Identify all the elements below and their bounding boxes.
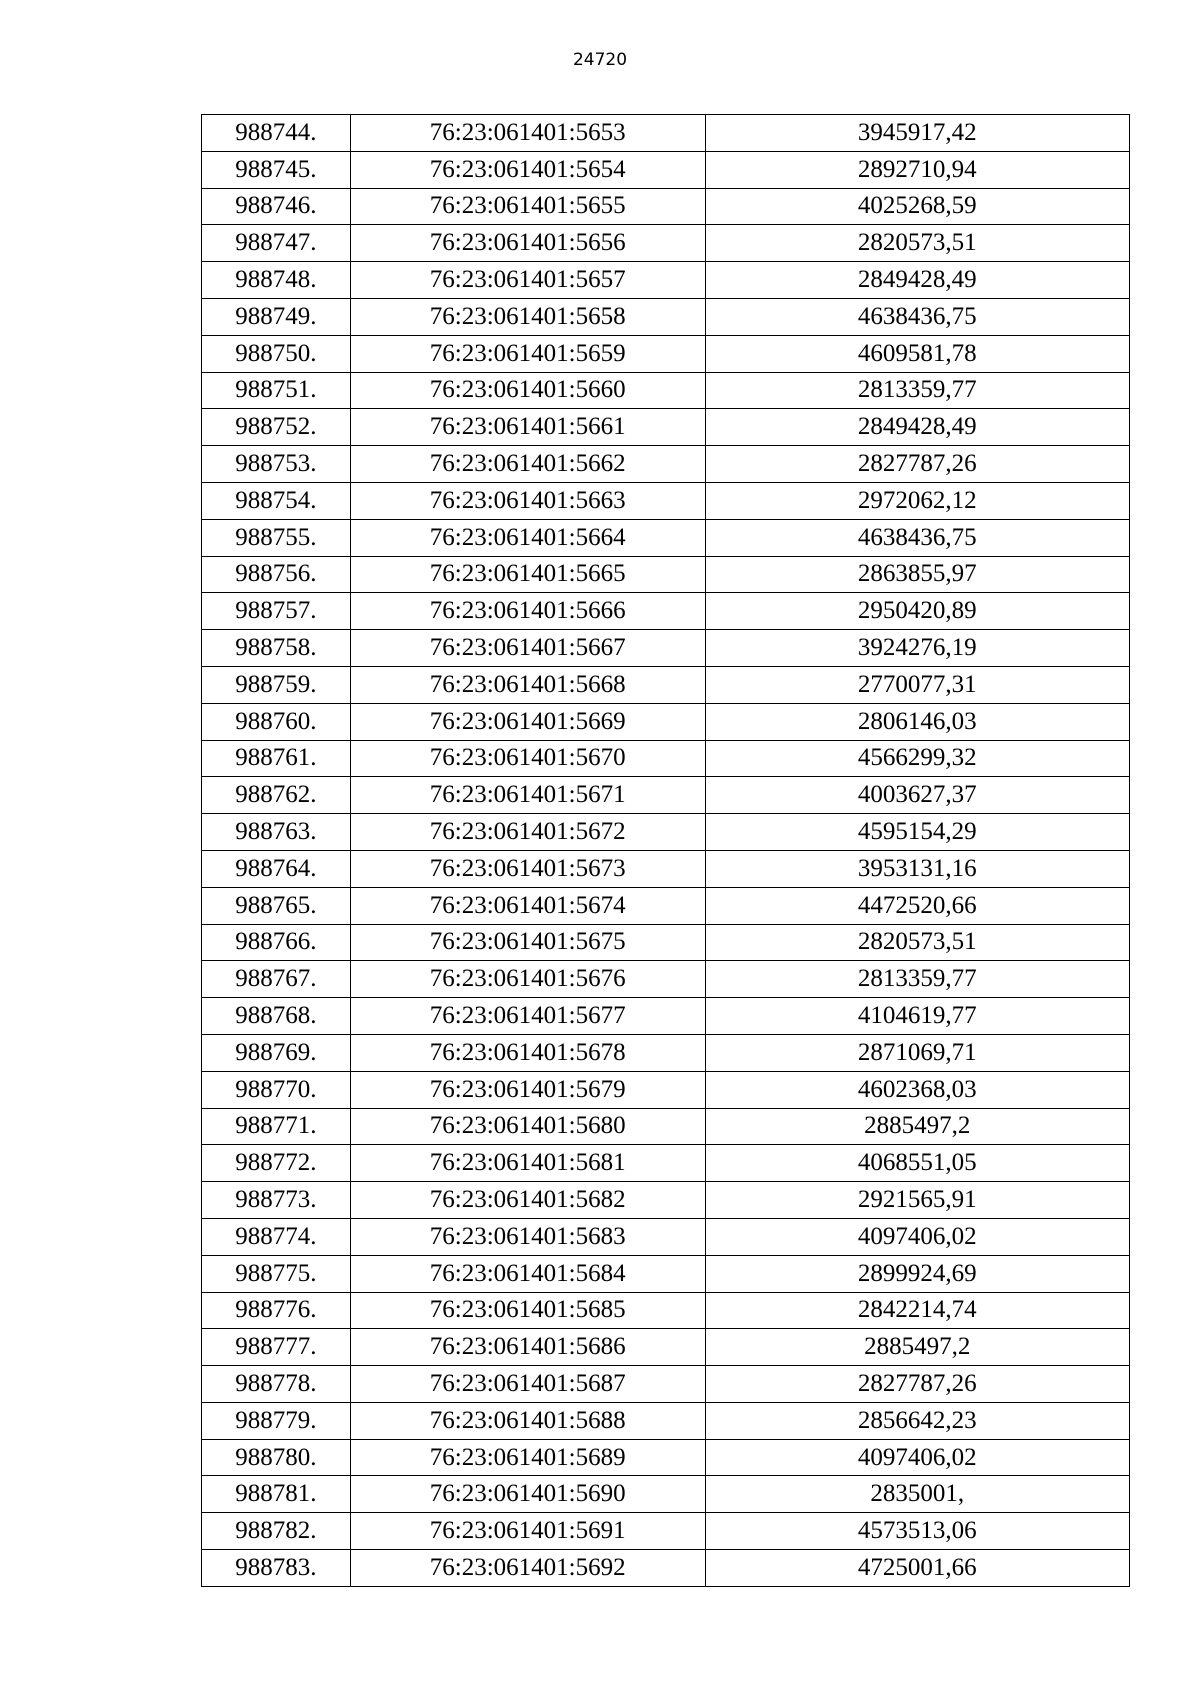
table-row — [202, 298, 1130, 335]
table-row — [202, 924, 1130, 961]
row-number-cell: 988782. — [202, 1513, 351, 1550]
cadastral-number-cell: 76:23:061401:5681 — [350, 1145, 705, 1182]
table-row — [202, 1071, 1130, 1108]
table-row — [202, 961, 1130, 998]
row-number-cell: 988779. — [202, 1402, 351, 1439]
row-number-cell: 988754. — [202, 482, 351, 519]
table-row — [202, 188, 1130, 225]
cadastral-value-cell: 2849428,49 — [705, 262, 1129, 299]
row-number-cell: 988778. — [202, 1366, 351, 1403]
cadastral-number-cell: 76:23:061401:5685 — [350, 1292, 705, 1329]
row-number-cell: 988764. — [202, 850, 351, 887]
row-number-cell: 988755. — [202, 519, 351, 556]
cadastral-number-cell: 76:23:061401:5687 — [350, 1366, 705, 1403]
cadastral-number-cell: 76:23:061401:5675 — [350, 924, 705, 961]
cadastral-number-cell: 76:23:061401:5683 — [350, 1218, 705, 1255]
cadastral-value-cell: 2892710,94 — [705, 151, 1129, 188]
row-number-cell: 988744. — [202, 115, 351, 152]
table-row — [202, 1366, 1130, 1403]
cadastral-value-cell: 2827787,26 — [705, 1366, 1129, 1403]
cadastral-value-cell: 3924276,19 — [705, 630, 1129, 667]
cadastral-number-cell: 76:23:061401:5665 — [350, 556, 705, 593]
table-row — [202, 335, 1130, 372]
row-number-cell: 988776. — [202, 1292, 351, 1329]
cadastral-number-cell: 76:23:061401:5653 — [350, 115, 705, 152]
row-number-cell: 988768. — [202, 998, 351, 1035]
table-row — [202, 1218, 1130, 1255]
cadastral-number-cell: 76:23:061401:5688 — [350, 1402, 705, 1439]
cadastral-value-cell: 4638436,75 — [705, 519, 1129, 556]
cadastral-value-cell: 4573513,06 — [705, 1513, 1129, 1550]
cadastral-number-cell: 76:23:061401:5680 — [350, 1108, 705, 1145]
cadastral-value-cell: 2950420,89 — [705, 593, 1129, 630]
table-row — [202, 814, 1130, 851]
cadastral-value-cell: 2899924,69 — [705, 1255, 1129, 1292]
row-number-cell: 988753. — [202, 446, 351, 483]
table-row — [202, 482, 1130, 519]
cadastral-value-cell: 4725001,66 — [705, 1550, 1129, 1587]
table-row — [202, 1255, 1130, 1292]
table-row — [202, 777, 1130, 814]
cadastral-value-cell: 2770077,31 — [705, 666, 1129, 703]
table-row — [202, 740, 1130, 777]
cadastral-value-cell: 4097406,02 — [705, 1218, 1129, 1255]
cadastral-number-cell: 76:23:061401:5663 — [350, 482, 705, 519]
table-row — [202, 1182, 1130, 1219]
row-number-cell: 988760. — [202, 703, 351, 740]
cadastral-number-cell: 76:23:061401:5692 — [350, 1550, 705, 1587]
row-number-cell: 988775. — [202, 1255, 351, 1292]
cadastral-value-cell: 2921565,91 — [705, 1182, 1129, 1219]
cadastral-number-cell: 76:23:061401:5669 — [350, 703, 705, 740]
cadastral-value-cell: 4472520,66 — [705, 887, 1129, 924]
cadastral-number-cell: 76:23:061401:5691 — [350, 1513, 705, 1550]
cadastral-value-cell: 4068551,05 — [705, 1145, 1129, 1182]
cadastral-value-cell: 3945917,42 — [705, 115, 1129, 152]
cadastral-value-cell: 4003627,37 — [705, 777, 1129, 814]
cadastral-number-cell: 76:23:061401:5668 — [350, 666, 705, 703]
table-row — [202, 630, 1130, 667]
row-number-cell: 988769. — [202, 1034, 351, 1071]
cadastral-value-cell: 4638436,75 — [705, 298, 1129, 335]
table-row — [202, 1439, 1130, 1476]
cadastral-value-cell: 4602368,03 — [705, 1071, 1129, 1108]
row-number-cell: 988758. — [202, 630, 351, 667]
cadastral-value-cell: 3953131,16 — [705, 850, 1129, 887]
table-row — [202, 850, 1130, 887]
row-number-cell: 988747. — [202, 225, 351, 262]
row-number-cell: 988759. — [202, 666, 351, 703]
table-row — [202, 372, 1130, 409]
table-row — [202, 593, 1130, 630]
row-number-cell: 988763. — [202, 814, 351, 851]
row-number-cell: 988748. — [202, 262, 351, 299]
cadastral-value-cell: 2820573,51 — [705, 924, 1129, 961]
table-row — [202, 1513, 1130, 1550]
cadastral-number-cell: 76:23:061401:5659 — [350, 335, 705, 372]
table-row — [202, 115, 1130, 152]
cadastral-number-cell: 76:23:061401:5676 — [350, 961, 705, 998]
cadastral-value-cell: 4609581,78 — [705, 335, 1129, 372]
cadastral-number-cell: 76:23:061401:5679 — [350, 1071, 705, 1108]
row-number-cell: 988777. — [202, 1329, 351, 1366]
row-number-cell: 988745. — [202, 151, 351, 188]
table-row — [202, 519, 1130, 556]
cadastral-value-cell: 2863855,97 — [705, 556, 1129, 593]
cadastral-number-cell: 76:23:061401:5671 — [350, 777, 705, 814]
row-number-cell: 988761. — [202, 740, 351, 777]
row-number-cell: 988783. — [202, 1550, 351, 1587]
cadastral-value-cell: 2871069,71 — [705, 1034, 1129, 1071]
table-row — [202, 225, 1130, 262]
cadastral-number-cell: 76:23:061401:5678 — [350, 1034, 705, 1071]
row-number-cell: 988750. — [202, 335, 351, 372]
cadastral-value-cell: 2806146,03 — [705, 703, 1129, 740]
cadastral-value-cell: 2827787,26 — [705, 446, 1129, 483]
cadastral-number-cell: 76:23:061401:5672 — [350, 814, 705, 851]
cadastral-number-cell: 76:23:061401:5689 — [350, 1439, 705, 1476]
cadastral-number-cell: 76:23:061401:5677 — [350, 998, 705, 1035]
row-number-cell: 988751. — [202, 372, 351, 409]
cadastral-value-cell: 2813359,77 — [705, 372, 1129, 409]
cadastral-number-cell: 76:23:061401:5658 — [350, 298, 705, 335]
cadastral-number-cell: 76:23:061401:5654 — [350, 151, 705, 188]
cadastral-value-cell: 2820573,51 — [705, 225, 1129, 262]
cadastral-value-cell: 2885497,2 — [705, 1329, 1129, 1366]
cadastral-number-cell: 76:23:061401:5670 — [350, 740, 705, 777]
table-row — [202, 1108, 1130, 1145]
row-number-cell: 988746. — [202, 188, 351, 225]
cadastral-number-cell: 76:23:061401:5684 — [350, 1255, 705, 1292]
table-row — [202, 1402, 1130, 1439]
row-number-cell: 988762. — [202, 777, 351, 814]
cadastral-value-cell: 2885497,2 — [705, 1108, 1129, 1145]
cadastral-value-cell: 4104619,77 — [705, 998, 1129, 1035]
table-row — [202, 666, 1130, 703]
row-number-cell: 988771. — [202, 1108, 351, 1145]
cadastral-number-cell: 76:23:061401:5667 — [350, 630, 705, 667]
table-row — [202, 409, 1130, 446]
cadastral-value-cell: 2849428,49 — [705, 409, 1129, 446]
row-number-cell: 988752. — [202, 409, 351, 446]
row-number-cell: 988756. — [202, 556, 351, 593]
row-number-cell: 988770. — [202, 1071, 351, 1108]
row-number-cell: 988749. — [202, 298, 351, 335]
table-row — [202, 262, 1130, 299]
cadastral-number-cell: 76:23:061401:5657 — [350, 262, 705, 299]
cadastral-number-cell: 76:23:061401:5666 — [350, 593, 705, 630]
table-row — [202, 1034, 1130, 1071]
row-number-cell: 988757. — [202, 593, 351, 630]
table-row — [202, 1550, 1130, 1587]
cadastral-value-cell: 2856642,23 — [705, 1402, 1129, 1439]
row-number-cell: 988766. — [202, 924, 351, 961]
table-row — [202, 1476, 1130, 1513]
cadastral-value-table — [201, 114, 1130, 1587]
row-number-cell: 988781. — [202, 1476, 351, 1513]
row-number-cell: 988765. — [202, 887, 351, 924]
cadastral-number-cell: 76:23:061401:5661 — [350, 409, 705, 446]
row-number-cell: 988780. — [202, 1439, 351, 1476]
row-number-cell: 988772. — [202, 1145, 351, 1182]
table-row — [202, 998, 1130, 1035]
row-number-cell: 988774. — [202, 1218, 351, 1255]
cadastral-number-cell: 76:23:061401:5682 — [350, 1182, 705, 1219]
cadastral-number-cell: 76:23:061401:5674 — [350, 887, 705, 924]
table-row — [202, 1329, 1130, 1366]
table-body — [202, 115, 1130, 1587]
cadastral-number-cell: 76:23:061401:5655 — [350, 188, 705, 225]
cadastral-number-cell: 76:23:061401:5686 — [350, 1329, 705, 1366]
row-number-cell: 988773. — [202, 1182, 351, 1219]
cadastral-number-cell: 76:23:061401:5673 — [350, 850, 705, 887]
cadastral-number-cell: 76:23:061401:5662 — [350, 446, 705, 483]
cadastral-value-cell: 2972062,12 — [705, 482, 1129, 519]
cadastral-number-cell: 76:23:061401:5664 — [350, 519, 705, 556]
cadastral-value-cell: 4025268,59 — [705, 188, 1129, 225]
cadastral-value-cell: 4595154,29 — [705, 814, 1129, 851]
table-row — [202, 1145, 1130, 1182]
table-row — [202, 556, 1130, 593]
cadastral-number-cell: 76:23:061401:5656 — [350, 225, 705, 262]
table-row — [202, 446, 1130, 483]
row-number-cell: 988767. — [202, 961, 351, 998]
cadastral-value-cell: 2842214,74 — [705, 1292, 1129, 1329]
page-number: 24720 — [572, 50, 628, 70]
cadastral-value-cell: 2835001, — [705, 1476, 1129, 1513]
table-row — [202, 1292, 1130, 1329]
table-row — [202, 703, 1130, 740]
table-row — [202, 151, 1130, 188]
cadastral-number-cell: 76:23:061401:5690 — [350, 1476, 705, 1513]
cadastral-number-cell: 76:23:061401:5660 — [350, 372, 705, 409]
cadastral-value-cell: 2813359,77 — [705, 961, 1129, 998]
table-row — [202, 887, 1130, 924]
cadastral-value-cell: 4566299,32 — [705, 740, 1129, 777]
cadastral-value-cell: 4097406,02 — [705, 1439, 1129, 1476]
